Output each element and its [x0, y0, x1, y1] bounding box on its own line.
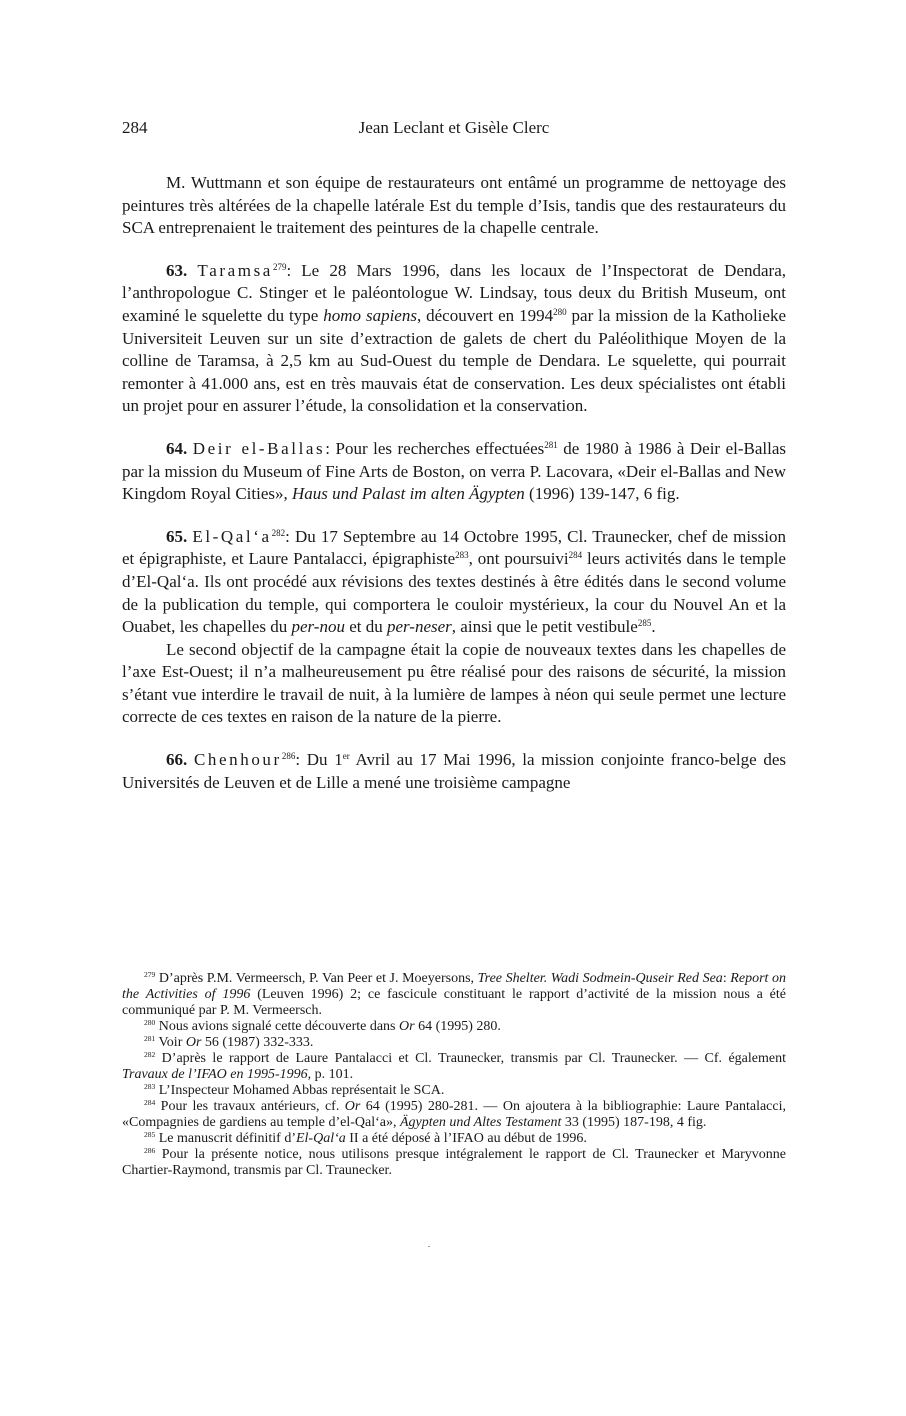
body-text: [122, 172, 786, 794]
footnote-number: 286: [144, 1146, 156, 1155]
site-name: Deir el-Ballas: [192, 438, 326, 458]
footnote-281: [122, 1035, 786, 1051]
section-number: 65.: [166, 526, 188, 546]
text-run: et du: [344, 617, 387, 637]
site-name: Chenhour: [193, 750, 282, 770]
text-run: : Du 17 Septembre au 14 Octobre 1995, Cl. Traunecker, chef de mission et épigraphiste, et Laure Pantalacci, épigraphiste: [122, 526, 787, 569]
text-run: II a été déposé à l’IFAO au début de 1996.: [345, 1131, 587, 1146]
paragraph-text: Le second objectif de la campagne était la copie de nouveaux textes dans les chapelles de l’axe Est-Ouest; il n’a malheureusement pu être réalisé pour des raisons de sécurité, la mission s’étant vue interdire le travail de nuit, à la lumière de lampes à néon qui seule permet une lecture correcte de ces textes en raison de la nature de la pierre.: [122, 639, 786, 727]
site-name: Taramsa: [197, 260, 273, 280]
text-run: (1996) 139-147, 6 fig.: [524, 484, 680, 504]
text-run: : Du 1: [295, 750, 343, 770]
text-run: (Leuven 1996) 2; ce fascicule constituant le rapport d’activité de la mission nous a été communiqué par P. M. Vermeersch.: [122, 987, 786, 1018]
section-66-chenhour: [122, 749, 786, 794]
section-number: 66.: [166, 750, 188, 770]
text-run: 56 (1987) 332-333.: [201, 1035, 314, 1050]
text-run: Nous avions signalé cette découverte dans: [155, 1019, 400, 1034]
footnote-ref[interactable]: 281: [544, 439, 558, 450]
italic-title: Or: [344, 1099, 361, 1114]
footnote-ref[interactable]: 280: [553, 306, 567, 317]
italic-title: Travaux de l’IFAO en 1995-1996: [122, 1067, 308, 1082]
text-run: 64 (1995) 280.: [414, 1019, 501, 1034]
footnote-number: 284: [144, 1098, 156, 1107]
section-number: 64.: [166, 438, 188, 458]
paragraph-text: M. Wuttmann et son équipe de restaurateurs ont entâmé un programme de nettoyage des peintures très altérées de la chapelle latérale Est du temple d’Isis, tandis que des restaurateurs du SCA entreprenaient le traitement des peintures de la chapelle centrale.: [122, 173, 786, 238]
italic-title: Tree Shelter. Wadi Sodmein-Quseir Red Sea: [477, 971, 723, 986]
footnote-280: [122, 1019, 786, 1035]
text-run: 64 (1995) 280-281. — On ajoutera à la bibliographie: Laure Pantalacci, «Compagnies de gardiens au temple d’el-Qal‘a»,: [122, 1099, 786, 1130]
italic-term: homo sapiens: [323, 305, 417, 325]
text-run: Voir: [155, 1035, 186, 1050]
footnote-285: [122, 1131, 786, 1147]
italic-title: Or: [185, 1035, 202, 1050]
section-65-el-qala: [122, 526, 786, 639]
footnote-ref[interactable]: 279: [272, 261, 287, 272]
footnote-ref[interactable]: 285: [637, 618, 652, 629]
italic-term: per-neser: [386, 617, 452, 637]
footnote-number: 279: [144, 970, 156, 979]
footnote-ref[interactable]: 286: [281, 751, 296, 762]
text-run: , ont poursuivi: [468, 549, 569, 569]
running-title: Jean Leclant et Gisèle Clerc: [358, 118, 550, 137]
footnote-286: [122, 1147, 786, 1179]
text-run: leurs activités dans le temple d’El-Qal‘a. Ils ont procédé aux révisions des textes destinés à être édités dans le second volume de la publication du temple, qui comportera le couloir mystérieux, la cour du Nouvel An et la Ouabet, les chapelles du: [122, 549, 786, 637]
text-run: , ainsi que le petit vestibule: [451, 617, 638, 637]
paragraph-second-objective: [122, 639, 786, 729]
text-run: de 1980 à 1986 à Deir el-Ballas par la mission du Museum of Fine Arts de Boston, on verra P. Lacovara, «Deir el-Ballas and New Kingdom Royal Cities»,: [122, 438, 786, 504]
section-64-deir-el-ballas: [122, 438, 786, 506]
site-name: El-Qal‘a: [192, 526, 272, 546]
footnote-number: 282: [144, 1050, 156, 1059]
italic-title: El-Qal‘a: [295, 1131, 346, 1146]
italic-title: Haus und Palast im alten Ägypten: [292, 484, 525, 504]
text-run: : Pour les recherches effectuées: [325, 438, 545, 458]
italic-term: per-nou: [291, 617, 345, 637]
ordinal-superscript: er: [342, 751, 350, 762]
footnote-ref[interactable]: 284: [568, 550, 583, 561]
page-number: 284: [122, 118, 148, 137]
footnote-ref[interactable]: 282: [271, 527, 286, 538]
text-run: .: [651, 617, 656, 637]
text-run: Avril au 17 Mai 1996, la mission conjointe franco-belge des Universités de Leuven et de Lille a mené une troisième campagne: [122, 750, 787, 792]
footnote-number: 280: [144, 1018, 156, 1027]
section-63-taramsa: [122, 260, 786, 418]
paragraph-restaurateurs: [122, 172, 786, 240]
footnote-279: [122, 971, 786, 1019]
footnote-282: [122, 1051, 786, 1083]
italic-title: Ägypten und Altes Testament: [399, 1115, 562, 1130]
text-run: Pour les travaux antérieurs, cf.: [155, 1099, 345, 1114]
text-run: , découvert en 1994: [416, 305, 554, 325]
scan-speck: [428, 1246, 430, 1247]
text-run: D’après le rapport de Laure Pantalacci et Cl. Traunecker, transmis par Cl. Traunecker. — Cf. également: [155, 1051, 786, 1066]
footnote-ref[interactable]: 283: [455, 550, 469, 561]
footnote-number: 285: [144, 1130, 156, 1139]
footnote-number: 281: [144, 1034, 156, 1043]
text-run: : Le 28 Mars 1996, dans les locaux de l’Inspectorat de Dendara, l’anthropologue C. Stinger et le paléontologue W. Lindsay, tous deux du British Museum, ont examiné le squelette du type: [122, 260, 786, 325]
text-run: D’après P.M. Vermeersch, P. Van Peer et J. Moeyersons,: [155, 971, 478, 986]
italic-title: Or: [399, 1019, 415, 1034]
section-number: 63.: [166, 260, 188, 280]
italic-title: Report on the Activities of 1996: [122, 971, 786, 1002]
text-run: 33 (1995) 187-198, 4 fig.: [561, 1115, 707, 1130]
footnotes: [122, 971, 786, 1179]
footnote-284: [122, 1099, 786, 1131]
text-run: Pour la présente notice, nous utilisons presque intégralement le rapport de Cl. Traunecker et Maryvonne Chartier-Raymond, transmis par Cl. Traunecker.: [122, 1147, 786, 1178]
text-run: Le manuscrit définitif d’: [155, 1131, 296, 1146]
footnote-283: [122, 1083, 786, 1099]
text-run: L’Inspecteur Mohamed Abbas représentait le SCA.: [155, 1083, 445, 1098]
footnote-number: 283: [144, 1082, 156, 1091]
text-run: , p. 101.: [307, 1067, 354, 1082]
text-run: par la mission de la Katholieke Universiteit Leuven sur un site d’extraction de galets de chert du Paléolithique Moyen de la colline de Taramsa, à 2,5 km au Sud-Ouest du temple de Dendara. Le squelette, qui pourrait remonter à 41.000 ans, est en très mauvais état de conservation. Les deux spécialistes ont établi un projet pour en assurer l’étude, la consolidation et la conservation.: [122, 305, 786, 416]
text-run: :: [722, 971, 731, 986]
running-header: [122, 118, 786, 142]
